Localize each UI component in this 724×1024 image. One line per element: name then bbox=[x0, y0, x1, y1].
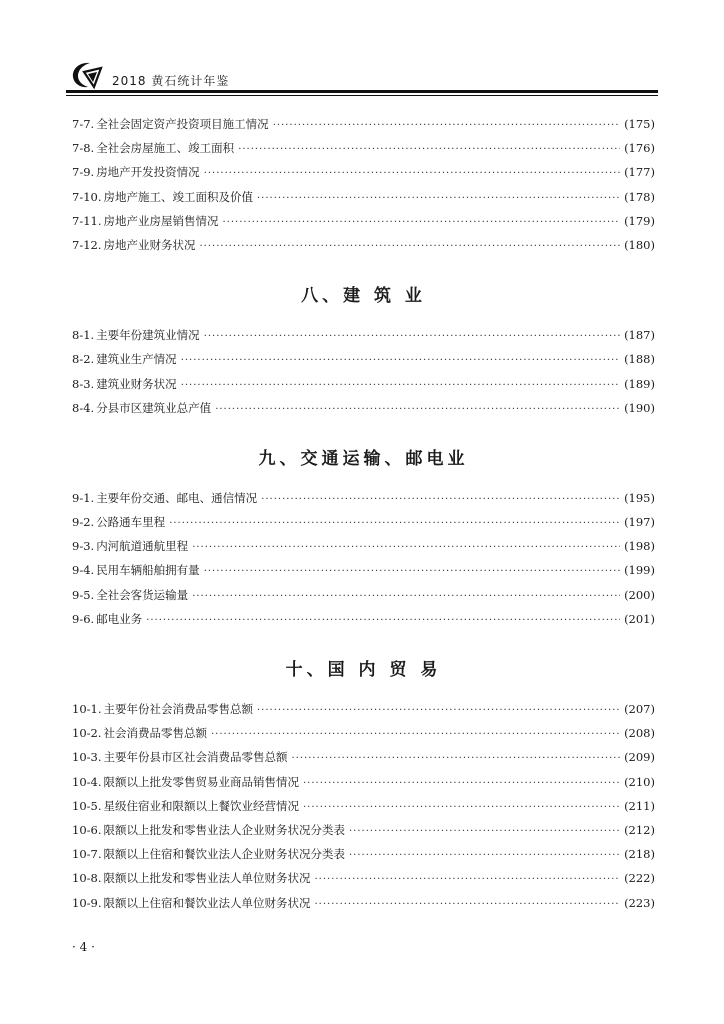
toc-entry-number: 8-4. bbox=[72, 400, 95, 415]
toc-entry-page: (210) bbox=[624, 774, 655, 789]
toc-entry-number: 7-7. bbox=[72, 117, 95, 131]
toc-entry-title: 主要年份社会消费品零售总额 bbox=[103, 702, 253, 716]
toc-entry-page: (208) bbox=[624, 726, 655, 741]
toc-entry[interactable] bbox=[72, 213, 655, 237]
toc-entry-number: 7-8. bbox=[72, 141, 95, 156]
yearbook-title: 2018 黄石统计年鉴 bbox=[112, 74, 230, 88]
toc-entry[interactable] bbox=[72, 774, 655, 798]
toc-entry[interactable] bbox=[72, 749, 655, 773]
dot-leader bbox=[146, 615, 620, 626]
toc-entry-page: (188) bbox=[624, 352, 655, 367]
dot-leader bbox=[257, 193, 620, 204]
toc-entry-page: (223) bbox=[624, 895, 655, 910]
toc-entry-number: 10-9. bbox=[72, 895, 102, 910]
toc-entry-number: 9-1. bbox=[72, 490, 95, 505]
header-rule-thick bbox=[66, 90, 658, 93]
dot-leader bbox=[261, 494, 620, 505]
dot-leader bbox=[257, 705, 620, 716]
dot-leader bbox=[204, 566, 620, 577]
toc-entry[interactable] bbox=[72, 895, 655, 919]
toc-entry-page: (187) bbox=[624, 328, 655, 343]
toc-entry[interactable] bbox=[72, 237, 655, 261]
toc-entry-title: 社会消费品零售总额 bbox=[103, 726, 207, 741]
toc-entry-title: 分县市区建筑业总产值 bbox=[96, 400, 212, 415]
dot-leader bbox=[349, 850, 620, 861]
toc-entry-number: 10-7. bbox=[72, 847, 102, 862]
toc-entry-page: (209) bbox=[624, 750, 655, 765]
toc-entry-page: (179) bbox=[624, 213, 655, 228]
toc-entry[interactable] bbox=[72, 490, 655, 514]
toc-entry[interactable] bbox=[72, 822, 655, 846]
toc-entry-title: 星级住宿业和限额以上餐饮业经营情况 bbox=[103, 798, 299, 813]
toc-entry-number: 10-4. bbox=[72, 774, 102, 789]
toc-entry-title: 主要年份县市区社会消费品零售总额 bbox=[103, 750, 288, 765]
toc-entry-number: 10-1. bbox=[72, 702, 102, 716]
section-heading: 八、建 筑 业 bbox=[301, 286, 426, 307]
toc-entry[interactable] bbox=[72, 587, 655, 611]
yearbook-logo-icon bbox=[70, 60, 104, 90]
toc-entry[interactable] bbox=[72, 846, 655, 870]
toc-entry[interactable] bbox=[72, 327, 655, 351]
toc-entry-page: (177) bbox=[624, 165, 655, 180]
table-of-contents bbox=[72, 116, 655, 919]
dot-leader bbox=[273, 120, 620, 131]
toc-entry-title: 全社会房屋施工、竣工面积 bbox=[96, 141, 235, 156]
toc-entry-number: 9-3. bbox=[72, 539, 95, 554]
toc-entry[interactable] bbox=[72, 514, 655, 538]
toc-entry-title: 主要年份交通、邮电、通信情况 bbox=[96, 490, 258, 505]
toc-entry-number: 8-1. bbox=[72, 328, 95, 343]
toc-entry[interactable] bbox=[72, 116, 655, 140]
dot-leader bbox=[200, 241, 621, 252]
dot-leader bbox=[303, 778, 620, 789]
toc-entry-page: (197) bbox=[624, 515, 655, 530]
dot-leader bbox=[303, 802, 620, 813]
toc-entry-page: (207) bbox=[624, 702, 655, 716]
toc-entry-number: 10-5. bbox=[72, 798, 102, 813]
toc-entry-number: 7-11. bbox=[72, 213, 102, 228]
dot-leader bbox=[292, 753, 621, 764]
toc-entry[interactable] bbox=[72, 538, 655, 562]
toc-entry-page: (195) bbox=[624, 490, 655, 505]
toc-entry-number: 9-5. bbox=[72, 587, 95, 602]
header-rule-thin bbox=[66, 95, 658, 96]
toc-entry-title: 公路通车里程 bbox=[96, 515, 166, 530]
toc-entry-page: (178) bbox=[624, 189, 655, 204]
toc-entry-number: 8-2. bbox=[72, 352, 95, 367]
toc-entry-page: (211) bbox=[624, 798, 655, 813]
toc-entry-title: 建筑业生产情况 bbox=[96, 352, 177, 367]
dot-leader bbox=[169, 518, 620, 529]
toc-entry-title: 全社会客货运输量 bbox=[96, 587, 189, 602]
toc-entry-title: 邮电业务 bbox=[96, 611, 143, 626]
toc-entry-number: 7-12. bbox=[72, 237, 102, 252]
dot-leader bbox=[315, 899, 621, 910]
toc-entry[interactable] bbox=[72, 400, 655, 424]
toc-entry-title: 限额以上批发和零售业法人企业财务状况分类表 bbox=[103, 822, 345, 837]
toc-entry-title: 房地产施工、竣工面积及价值 bbox=[103, 189, 253, 204]
toc-entry[interactable] bbox=[72, 376, 655, 400]
toc-entry[interactable] bbox=[72, 351, 655, 375]
dot-leader bbox=[211, 729, 620, 740]
toc-entry-title: 全社会固定资产投资项目施工情况 bbox=[96, 117, 269, 131]
toc-entry-title: 民用车辆船舶拥有量 bbox=[96, 563, 200, 578]
toc-entry-title: 限额以上住宿和餐饮业法人企业财务状况分类表 bbox=[103, 847, 345, 862]
toc-entry-title: 内河航道通航里程 bbox=[96, 539, 189, 554]
toc-entry-title: 限额以上批发和零售业法人单位财务状况 bbox=[103, 871, 311, 886]
toc-entry-number: 10-6. bbox=[72, 822, 102, 837]
toc-entry-page: (189) bbox=[624, 376, 655, 391]
toc-entry-title: 房地产业财务状况 bbox=[103, 237, 196, 252]
dot-leader bbox=[238, 144, 620, 155]
toc-entry-title: 房地产业房屋销售情况 bbox=[103, 213, 219, 228]
dot-leader bbox=[192, 542, 620, 553]
toc-entry-title: 主要年份建筑业情况 bbox=[96, 328, 200, 343]
toc-entry-page: (200) bbox=[624, 587, 655, 602]
toc-entry-title: 房地产开发投资情况 bbox=[96, 165, 200, 180]
toc-entry[interactable] bbox=[72, 140, 655, 164]
toc-entry-number: 9-6. bbox=[72, 611, 95, 626]
toc-entry-page: (180) bbox=[624, 237, 655, 252]
toc-entry[interactable] bbox=[72, 189, 655, 213]
toc-entry-page: (218) bbox=[624, 847, 655, 862]
toc-entry-number: 8-3. bbox=[72, 376, 95, 391]
toc-entry-title: 建筑业财务状况 bbox=[96, 376, 177, 391]
section-heading: 十、国 内 贸 易 bbox=[285, 660, 442, 680]
toc-entry-number: 9-2. bbox=[72, 515, 95, 530]
toc-entry-number: 7-10. bbox=[72, 189, 102, 204]
section-heading: 九、交通运输、邮电业 bbox=[258, 448, 469, 469]
toc-entry-title: 限额以上住宿和餐饮业法人单位财务状况 bbox=[103, 895, 311, 910]
toc-entry-number: 10-2. bbox=[72, 726, 102, 741]
toc-entry[interactable] bbox=[72, 725, 655, 749]
toc-entry[interactable] bbox=[72, 611, 655, 635]
dot-leader bbox=[181, 380, 620, 391]
toc-entry-number: 7-9. bbox=[72, 165, 95, 180]
toc-entry-page: (198) bbox=[624, 539, 655, 554]
page-number: · 4 · bbox=[72, 940, 95, 954]
toc-entry[interactable] bbox=[72, 798, 655, 822]
page-header bbox=[66, 60, 658, 100]
toc-entry-title: 限额以上批发零售贸易业商品销售情况 bbox=[103, 774, 299, 789]
toc-entry-number: 10-3. bbox=[72, 750, 102, 765]
dot-leader bbox=[204, 331, 620, 342]
toc-entry-page: (212) bbox=[624, 822, 655, 837]
toc-entry-page: (201) bbox=[624, 611, 655, 626]
toc-entry-number: 10-8. bbox=[72, 871, 102, 886]
toc-entry-page: (222) bbox=[624, 871, 655, 886]
toc-entry-number: 9-4. bbox=[72, 563, 95, 578]
dot-leader bbox=[349, 826, 620, 837]
toc-entry-page: (176) bbox=[624, 141, 655, 156]
dot-leader bbox=[181, 355, 620, 366]
toc-entry[interactable] bbox=[72, 701, 655, 725]
toc-entry[interactable] bbox=[72, 562, 655, 586]
toc-entry-page: (190) bbox=[624, 400, 655, 415]
dot-leader bbox=[223, 217, 621, 228]
dot-leader bbox=[204, 168, 620, 179]
dot-leader bbox=[192, 591, 620, 602]
toc-entry-page: (199) bbox=[624, 563, 655, 578]
toc-entry[interactable] bbox=[72, 870, 655, 894]
toc-entry[interactable] bbox=[72, 164, 655, 188]
dot-leader bbox=[215, 404, 620, 415]
dot-leader bbox=[315, 874, 621, 885]
toc-entry-page: (175) bbox=[624, 117, 655, 131]
